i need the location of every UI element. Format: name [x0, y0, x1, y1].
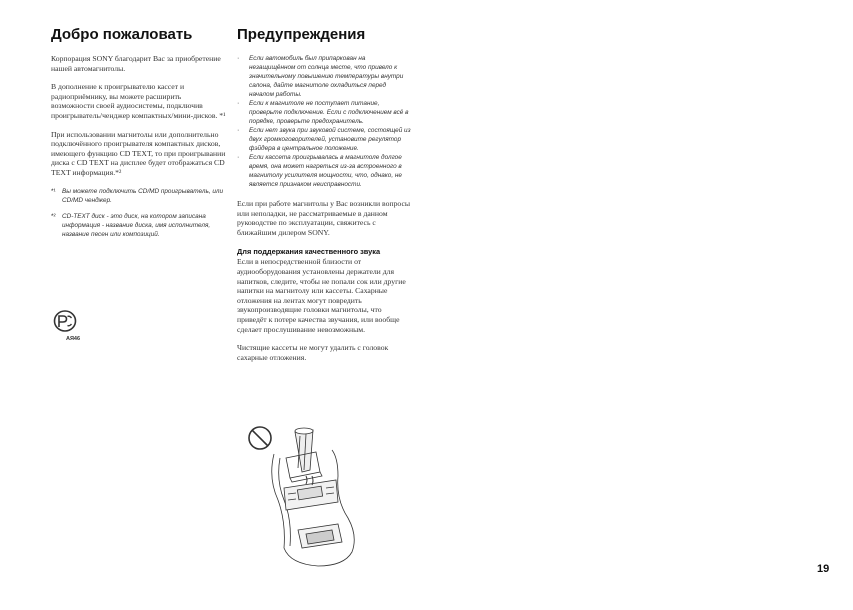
warnings-title: Предупреждения [237, 26, 366, 43]
footnote-1-mark: *¹ [51, 187, 56, 195]
footnote-1 [51, 187, 226, 205]
warning-item-text: Если автомобиль был припаркован на незащищённом от солнца месте, что привело к значительному повышению температуры внутри салона, дайте магнитоле охладиться перед началом работы. [249, 55, 404, 98]
warning-item-text: Если кассета проигрывалась в магнитоле долгое время, она может нагреться из-за встроенного в магнитолу усилителя мощности, что, однако, не является признаком неисправности. [249, 154, 402, 188]
left-column [51, 26, 226, 239]
welcome-paragraph-2: В дополнение к проигрывателю кассет и радиоприёмнику, вы можете расширить возможности своей аудиосистемы, подключив проигрыватель/ченджер компактных/мини-дисков. *¹ [51, 82, 226, 120]
footnote-1-text: Вы можете подключить CD/MD проигрыватель, или CD/MD ченджер. [62, 187, 224, 204]
prohibition-icon [249, 427, 271, 449]
sound-quality-heading: Для поддержания качественного звука [237, 247, 381, 257]
warning-item: · Если нет звука при звуковой системе, состоящей из двух громкоговорителей, установите регулятор фэйдера в центральное положение. [237, 127, 411, 152]
cleaning-paragraph: Чистящие кассеты не могут удалить с головок сахарные отложения. [237, 343, 389, 362]
warning-item: · Если к магнитоле не поступает питание, проверьте подключение. Если с подключением всё в порядке, проверьте предохранитель. [237, 99, 412, 126]
drink-holder-illustration [240, 418, 360, 568]
welcome-paragraph-3: При использовании магнитолы или дополнительно подключённого проигрывателя компактных дисков, имеющего функцию CD TEXT, то при проигрывании диска с CD TEXT на дисплее будет отображаться CD TEXT информация.*² [51, 129, 226, 177]
warning-item: · Если кассета проигрывалась в магнитоле долгое время, она может нагреться из-за встроенного в магнитолу усилителя мощности, что, однако, не является признаком неисправности. [237, 153, 412, 189]
sound-quality-paragraph: Если в непосредственной близости от аудиооборудования установлены держатели для напитков, следите, чтобы не попали сок или другие напитки на магнитолу или кассеты. Сахарные отложения на лентах могут повредить звукопроизводящие головки магнитолы, что приведёт к потере качества звучания, или вообще сделает прослушивание невозможным. [237, 257, 406, 334]
welcome-paragraph-1: Корпорация SONY благодарит Вас за приобретение нашей автомагнитолы. [51, 54, 221, 73]
questions-paragraph: Если при работе магнитолы у Вас возникли вопросы или неполадки, не рассматриваемые в данном руководстве по эксплуатации, свяжитесь с ближайшим дилером SONY. [237, 199, 411, 237]
logo-code: АЯ46 [66, 336, 81, 342]
warning-item-text: Если нет звука при звуковой системе, состоящей из двух громкоговорителей, установите регулятор фэйдера в центральное положение. [249, 127, 411, 152]
footnote-2 [51, 212, 226, 239]
warning-item-text: Если к магнитоле не поступает питание, проверьте подключение. Если с подключением всё в порядке, проверьте предохранитель. [249, 100, 409, 125]
page-number: 19 [817, 563, 830, 575]
welcome-title: Добро пожаловать [51, 26, 193, 43]
certification-logo-icon [53, 309, 77, 335]
warning-item: · Если автомобиль был припаркован на незащищённом от солнца месте, что привело к значительному повышению температуры внутри салона, дайте магнитоле охладиться перед началом работы. [237, 54, 412, 99]
footnote-2-text: CD-TEXT диск - это диск, на котором записана информация - название диска, имя исполнителя, название песен или композиций. [62, 212, 211, 238]
right-column [237, 26, 412, 362]
footnote-2-mark: *² [51, 212, 56, 220]
